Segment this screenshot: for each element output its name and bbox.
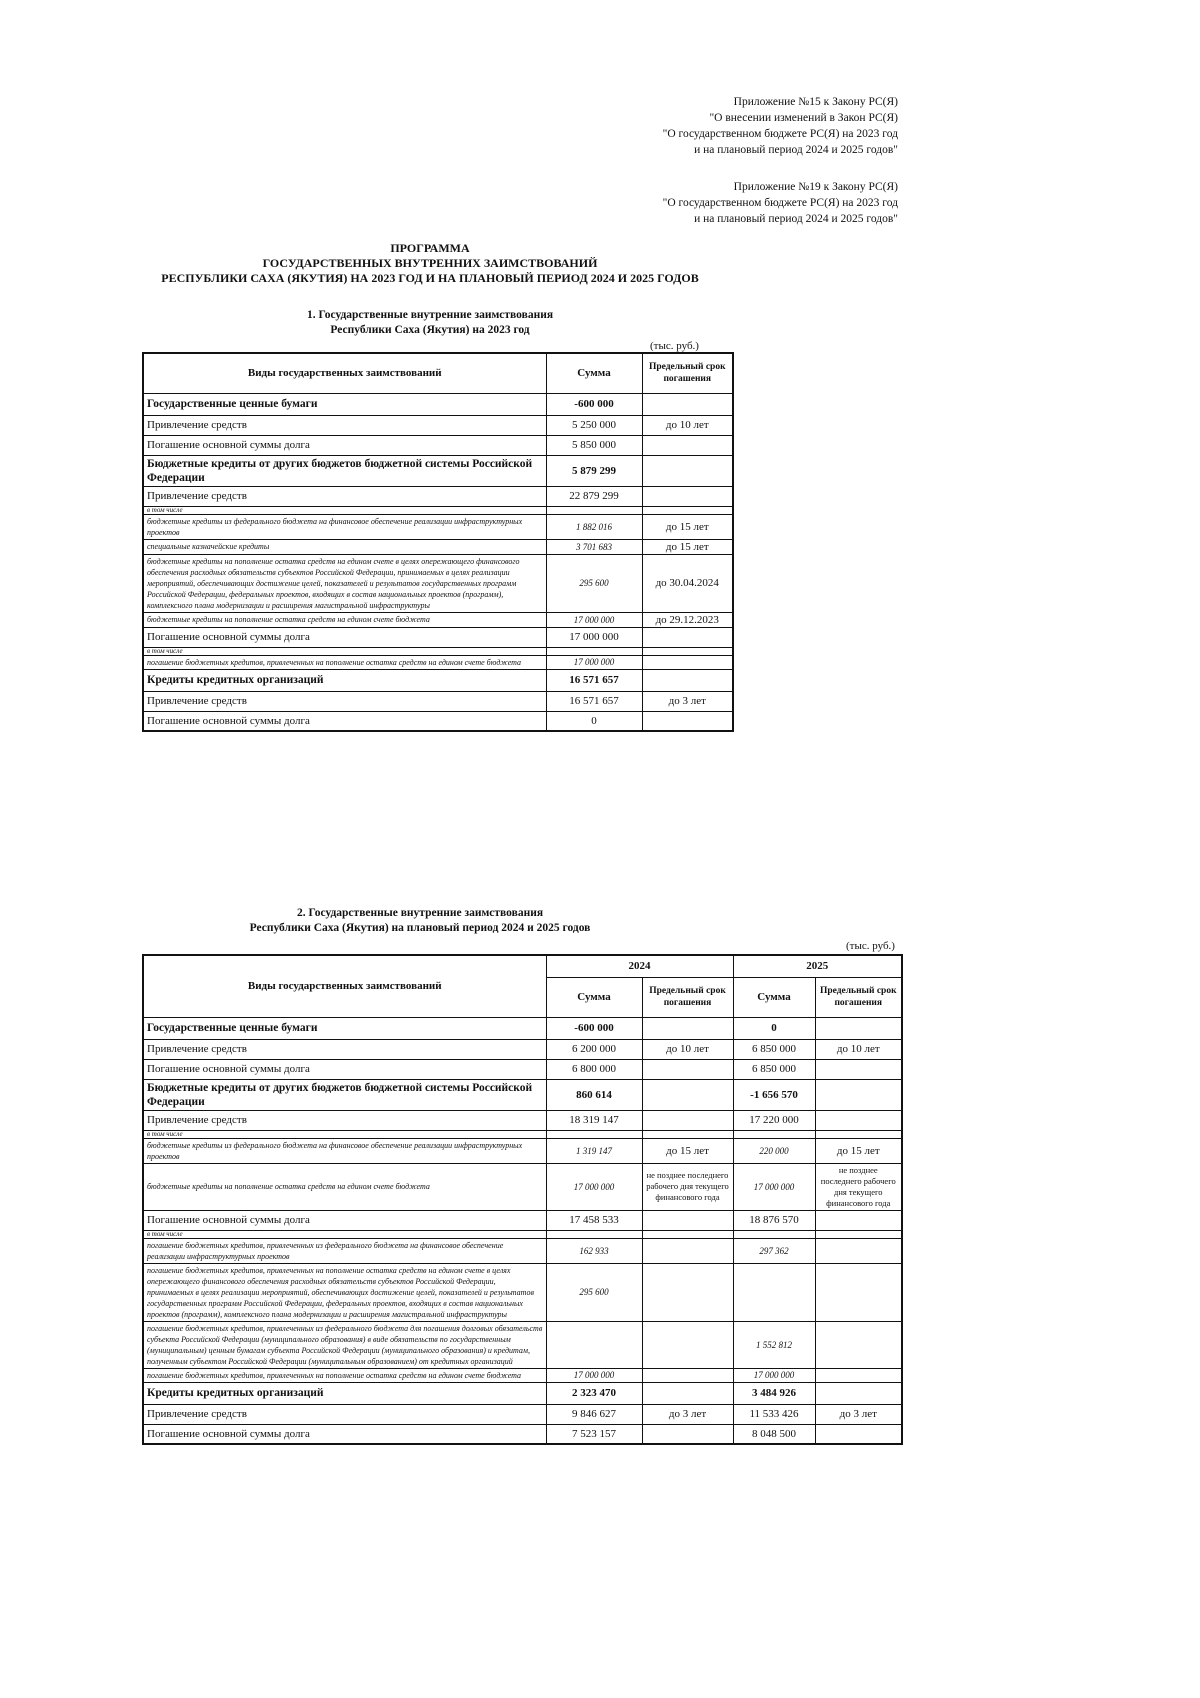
row-sum: 17 000 000 — [546, 627, 642, 647]
heading-line: 2. Государственные внутренние заимствования — [296, 907, 544, 919]
table-row — [143, 1059, 902, 1079]
title-line: РЕСПУБЛИКИ САХА (ЯКУТИЯ) НА 2023 ГОД И НА ПЛАНОВЫЙ ПЕРИОД 2024 И 2025 ГОДОВ — [161, 271, 699, 285]
row-term-2025 — [815, 1424, 902, 1444]
row-sum-2024: 6 200 000 — [546, 1039, 642, 1059]
header-term: Предельный срок погашения — [642, 353, 733, 393]
appendix-line: Приложение №19 к Закону РС(Я) — [733, 181, 898, 193]
row-sum: 17 000 000 — [546, 655, 642, 669]
section1-unit-label: (тыс. руб.) — [650, 340, 699, 352]
table-row — [143, 1130, 902, 1138]
row-sum-2024: 17 458 533 — [546, 1210, 642, 1230]
heading-line: Республики Саха (Якутия) на плановый период 2024 и 2025 годов — [249, 922, 591, 934]
row-sum — [546, 506, 642, 514]
row-sum-2025: 6 850 000 — [733, 1039, 815, 1059]
row-term-2024 — [642, 1017, 733, 1039]
row-label: Привлечение средств — [143, 1039, 546, 1059]
table-row — [143, 554, 733, 612]
row-term-2024: до 10 лет — [642, 1039, 733, 1059]
row-term-2024 — [642, 1079, 733, 1110]
row-label: Погашение основной суммы долга — [143, 435, 546, 455]
header-sum-2024: Сумма — [546, 977, 642, 1017]
table-row — [143, 514, 733, 539]
row-sum-2024: 7 523 157 — [546, 1424, 642, 1444]
row-label: бюджетные кредиты из федерального бюджета на финансовое обеспечение реализации инфраструктурных проектов — [143, 1138, 546, 1163]
section2-heading — [210, 906, 630, 936]
table-row — [143, 435, 733, 455]
row-sum-2024: 17 000 000 — [546, 1163, 642, 1210]
row-term-2025 — [815, 1110, 902, 1130]
row-term-2025 — [815, 1059, 902, 1079]
row-label: Привлечение средств — [143, 1404, 546, 1424]
row-sum-2025: 3 484 926 — [733, 1382, 815, 1404]
row-label: в том числе — [143, 1230, 546, 1238]
row-term: до 30.04.2024 — [642, 554, 733, 612]
row-sum: 0 — [546, 711, 642, 731]
row-term-2025 — [815, 1321, 902, 1368]
row-term-2024 — [642, 1238, 733, 1263]
table-row — [143, 1017, 902, 1039]
row-sum: 16 571 657 — [546, 691, 642, 711]
row-sum: 3 701 683 — [546, 539, 642, 554]
row-term — [642, 711, 733, 731]
row-sum-2024 — [546, 1230, 642, 1238]
row-label: Погашение основной суммы долга — [143, 1210, 546, 1230]
row-term-2025: не позднее последнего рабочего дня текущего финансового года — [815, 1163, 902, 1210]
table-row — [143, 1039, 902, 1059]
table-row — [143, 627, 733, 647]
table-row — [143, 647, 733, 655]
table-row — [143, 1210, 902, 1230]
table-row — [143, 1404, 902, 1424]
row-sum-2025: 18 876 570 — [733, 1210, 815, 1230]
row-term-2024 — [642, 1382, 733, 1404]
appendix-line: "О внесении изменений в Закон РС(Я) — [709, 112, 898, 124]
row-term — [642, 455, 733, 486]
row-sum-2025: 17 220 000 — [733, 1110, 815, 1130]
row-sum-2024: 860 614 — [546, 1079, 642, 1110]
table-row — [143, 486, 733, 506]
row-term-2024 — [642, 1210, 733, 1230]
row-term-2025 — [815, 1017, 902, 1039]
row-term-2024 — [642, 1110, 733, 1130]
row-label: Привлечение средств — [143, 415, 546, 435]
row-label: бюджетные кредиты на пополнение остатка средств на едином счете бюджета — [143, 1163, 546, 1210]
table-row — [143, 1238, 902, 1263]
row-term — [642, 393, 733, 415]
table-row — [143, 1138, 902, 1163]
row-label: Государственные ценные бумаги — [143, 1017, 546, 1039]
row-term-2024 — [642, 1321, 733, 1368]
row-term-2024: до 3 лет — [642, 1404, 733, 1424]
header-sum-2025: Сумма — [733, 977, 815, 1017]
table-row — [143, 1424, 902, 1444]
row-sum-2025: -1 656 570 — [733, 1079, 815, 1110]
row-term-2025 — [815, 1230, 902, 1238]
row-label: погашение бюджетных кредитов, привлеченных из федерального бюджета на финансовое обеспечение реализации инфраструктурных проектов — [143, 1238, 546, 1263]
row-term-2025 — [815, 1368, 902, 1382]
row-sum: 295 600 — [546, 554, 642, 612]
row-sum-2025 — [733, 1130, 815, 1138]
row-term-2024 — [642, 1263, 733, 1321]
row-term — [642, 627, 733, 647]
header-term-2025: Предельный срок погашения — [815, 977, 902, 1017]
row-term — [642, 435, 733, 455]
row-term: до 3 лет — [642, 691, 733, 711]
row-sum-2024: 1 319 147 — [546, 1138, 642, 1163]
row-sum: 16 571 657 — [546, 669, 642, 691]
row-term-2025 — [815, 1210, 902, 1230]
heading-line: Республики Саха (Якутия) на 2023 год — [330, 324, 530, 336]
row-label: Кредиты кредитных организаций — [143, 669, 546, 691]
row-term-2025 — [815, 1382, 902, 1404]
row-sum — [546, 647, 642, 655]
row-label: погашение бюджетных кредитов, привлеченных на пополнение остатка средств на едином счете в целях опережающего финансового обеспечения расходных обязательств субъектов Российской Федерации, принимаемых в целях реализации мероприятий, обеспечивающих достижение целей, показателей и результатов государственных программ Российской Федерации, федеральных проектов, входящих в состав национальных проектов (программ), комплексного плана модернизации и расширения магистральной инфраструктуры — [143, 1263, 546, 1321]
row-label: Привлечение средств — [143, 486, 546, 506]
table-row — [143, 415, 733, 435]
row-term-2024 — [642, 1368, 733, 1382]
row-sum-2024 — [546, 1321, 642, 1368]
row-term-2024 — [642, 1130, 733, 1138]
appendix-reference-original — [663, 179, 898, 227]
row-term: до 10 лет — [642, 415, 733, 435]
appendix-line: и на плановый период 2024 и 2025 годов" — [694, 144, 898, 156]
row-term-2025: до 10 лет — [815, 1039, 902, 1059]
row-sum-2025: 17 000 000 — [733, 1163, 815, 1210]
row-term-2025: до 3 лет — [815, 1404, 902, 1424]
row-term — [642, 486, 733, 506]
row-label: погашение бюджетных кредитов, привлеченных из федерального бюджета для погашения долговых обязательств субъекта Российской Федерации (муниципального образования) в виде обязательств по государственным (муниципальным) ценным бумагам субъекта Российской Федерации (муниципального образования) и кредитам, полученным субъектом Российской Федерации (муниципальным образованием) от кредитных организаций — [143, 1321, 546, 1368]
row-term: до 15 лет — [642, 514, 733, 539]
row-sum-2025: 297 362 — [733, 1238, 815, 1263]
row-sum-2025: 17 000 000 — [733, 1368, 815, 1382]
document-title — [140, 241, 720, 286]
row-sum-2024: 9 846 627 — [546, 1404, 642, 1424]
appendix-line: и на плановый период 2024 и 2025 годов" — [694, 213, 898, 225]
row-term-2025: до 15 лет — [815, 1138, 902, 1163]
row-sum: 5 250 000 — [546, 415, 642, 435]
section1-heading — [220, 308, 640, 338]
row-sum: 22 879 299 — [546, 486, 642, 506]
section1-table-body — [143, 393, 733, 731]
row-label: бюджетные кредиты из федерального бюджета на финансовое обеспечение реализации инфраструктурных проектов — [143, 514, 546, 539]
table-row — [143, 1163, 902, 1210]
row-label: Бюджетные кредиты от других бюджетов бюджетной системы Российской Федерации — [143, 1079, 546, 1110]
header-sum: Сумма — [546, 353, 642, 393]
row-term-2025 — [815, 1079, 902, 1110]
appendix-line: "О государственном бюджете РС(Я) на 2023 год — [662, 197, 898, 209]
row-term-2024: не позднее последнего рабочего дня текущего финансового года — [642, 1163, 733, 1210]
row-label: Привлечение средств — [143, 691, 546, 711]
row-sum-2025: 8 048 500 — [733, 1424, 815, 1444]
row-term-2025 — [815, 1263, 902, 1321]
row-label: в том числе — [143, 506, 546, 514]
table-row — [143, 1079, 902, 1110]
row-sum-2025 — [733, 1230, 815, 1238]
row-label: Привлечение средств — [143, 1110, 546, 1130]
row-sum: 17 000 000 — [546, 612, 642, 627]
row-sum-2024: 6 800 000 — [546, 1059, 642, 1079]
title-line: ГОСУДАРСТВЕННЫХ ВНУТРЕННИХ ЗАИМСТВОВАНИЙ — [262, 256, 598, 270]
section2-table-body — [143, 1017, 902, 1444]
row-term: до 29.12.2023 — [642, 612, 733, 627]
row-sum-2025: 11 533 426 — [733, 1404, 815, 1424]
table-row — [143, 655, 733, 669]
row-label: Кредиты кредитных организаций — [143, 1382, 546, 1404]
row-sum-2024 — [546, 1130, 642, 1138]
row-label: бюджетные кредиты на пополнение остатка средств на едином счете в целях опережающего финансового обеспечения расходных обязательств субъектов Российской Федерации, принимаемых в целях реализации мероприятий, обеспечивающих достижение целей, показателей и результатов государственных программ Российской Федерации, федеральных проектов, входящих в состав национальных проектов (программ), комплексного плана модернизации и расширения магистральной инфраструктуры — [143, 554, 546, 612]
row-sum-2024: 162 933 — [546, 1238, 642, 1263]
header-kind: Виды государственных заимствований — [143, 955, 546, 1017]
row-sum-2024: 17 000 000 — [546, 1368, 642, 1382]
row-sum-2025: 6 850 000 — [733, 1059, 815, 1079]
row-sum: 5 879 299 — [546, 455, 642, 486]
row-sum-2024: 2 323 470 — [546, 1382, 642, 1404]
section2-unit-label: (тыс. руб.) — [846, 940, 895, 952]
row-term — [642, 647, 733, 655]
appendix-line: "О государственном бюджете РС(Я) на 2023 год — [662, 128, 898, 140]
row-label: бюджетные кредиты на пополнение остатка средств на едином счете бюджета — [143, 612, 546, 627]
row-sum: 5 850 000 — [546, 435, 642, 455]
row-label: Государственные ценные бумаги — [143, 393, 546, 415]
table-row — [143, 1110, 902, 1130]
row-label: Погашение основной суммы долга — [143, 1424, 546, 1444]
row-term-2024 — [642, 1059, 733, 1079]
row-sum-2025 — [733, 1263, 815, 1321]
table-row — [143, 711, 733, 731]
row-label: в том числе — [143, 1130, 546, 1138]
row-label: специальные казначейские кредиты — [143, 539, 546, 554]
table-row — [143, 393, 733, 415]
table-row — [143, 455, 733, 486]
section1-borrowings-table — [142, 352, 734, 732]
header-kind: Виды государственных заимствований — [143, 353, 546, 393]
row-term-2024 — [642, 1424, 733, 1444]
table-row — [143, 1321, 902, 1368]
appendix-reference-current — [663, 94, 898, 158]
table-row — [143, 612, 733, 627]
header-term-2024: Предельный срок погашения — [642, 977, 733, 1017]
section2-borrowings-table — [142, 954, 903, 1445]
appendix-line: Приложение №15 к Закону РС(Я) — [733, 96, 898, 108]
heading-line: 1. Государственные внутренние заимствования — [306, 309, 554, 321]
table-row — [143, 1368, 902, 1382]
row-term-2024 — [642, 1230, 733, 1238]
table-row — [143, 691, 733, 711]
row-sum-2024: -600 000 — [546, 1017, 642, 1039]
row-term — [642, 655, 733, 669]
row-label: Погашение основной суммы долга — [143, 627, 546, 647]
row-label: Погашение основной суммы долга — [143, 711, 546, 731]
row-term: до 15 лет — [642, 539, 733, 554]
header-year-2024: 2024 — [546, 955, 733, 977]
row-sum-2025: 220 000 — [733, 1138, 815, 1163]
row-label: в том числе — [143, 647, 546, 655]
row-term-2024: до 15 лет — [642, 1138, 733, 1163]
title-line: ПРОГРАММА — [390, 241, 470, 255]
row-sum-2024: 295 600 — [546, 1263, 642, 1321]
row-sum-2024: 18 319 147 — [546, 1110, 642, 1130]
row-sum-2025: 1 552 812 — [733, 1321, 815, 1368]
row-label: погашение бюджетных кредитов, привлеченных на пополнение остатка средств на едином счете бюджета — [143, 1368, 546, 1382]
row-label: Бюджетные кредиты от других бюджетов бюджетной системы Российской Федерации — [143, 455, 546, 486]
table-row — [143, 669, 733, 691]
table-row — [143, 1230, 902, 1238]
row-label: погашение бюджетных кредитов, привлеченных на пополнение остатка средств на едином счете бюджета — [143, 655, 546, 669]
table-row — [143, 1382, 902, 1404]
row-term-2025 — [815, 1238, 902, 1263]
table-row — [143, 539, 733, 554]
row-sum: -600 000 — [546, 393, 642, 415]
row-term — [642, 506, 733, 514]
row-term — [642, 669, 733, 691]
row-label: Погашение основной суммы долга — [143, 1059, 546, 1079]
row-sum-2025: 0 — [733, 1017, 815, 1039]
table-row — [143, 506, 733, 514]
row-term-2025 — [815, 1130, 902, 1138]
row-sum: 1 882 016 — [546, 514, 642, 539]
table-row — [143, 1263, 902, 1321]
header-year-2025: 2025 — [733, 955, 902, 977]
